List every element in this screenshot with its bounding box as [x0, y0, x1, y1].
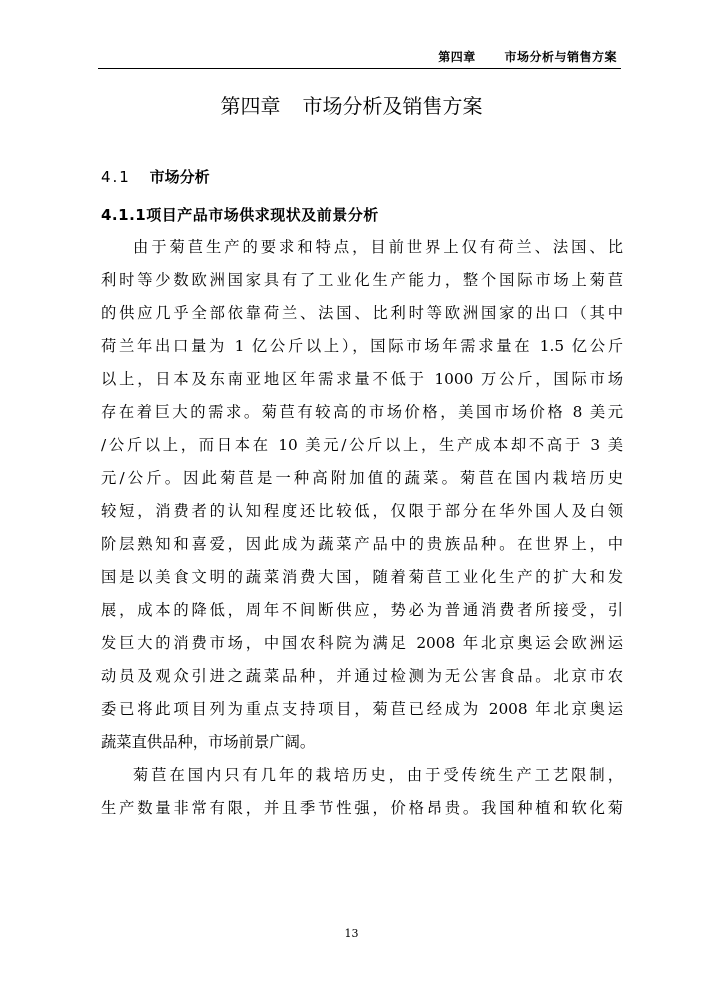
page-number: 13 — [344, 927, 359, 940]
running-header-chapter: 第四章 — [438, 50, 476, 64]
paragraph-1-line-15: 委已将此项目列为重点支持项目，菊苣已经成为 2008 年北京奥运 — [101, 700, 623, 718]
chapter-title-number: 第四章 — [220, 94, 281, 118]
paragraph-1-line-13: 发巨大的消费市场，中国农科院为满足 2008 年北京奥运会欧洲运 — [101, 634, 623, 652]
paragraph-1-line-1: 由于菊苣生产的要求和特点，目前世界上仅有荷兰、法国、比 — [133, 238, 623, 256]
paragraph-1-line-16: 蔬菜直供品种，市场前景广阔。 — [101, 733, 316, 751]
paragraph-2-line-2: 生产数量非常有限，并且季节性强，价格昂贵。我国种植和软化菊 — [101, 799, 623, 817]
paragraph-1-line-6: 存在着巨大的需求。菊苣有较高的市场价格，美国市场价格 8 美元 — [101, 403, 623, 421]
paragraph-2-line-1: 菊苣在国内只有几年的栽培历史，由于受传统生产工艺限制， — [133, 766, 623, 784]
running-header-title: 市场分析与销售方案 — [504, 50, 617, 64]
paragraph-1-line-4: 荷兰年出口量为 1 亿公斤以上），国际市场年需求量在 1.5 亿公斤 — [101, 337, 623, 355]
chapter-title-text: 市场分析及销售方案 — [302, 94, 483, 118]
subsection-heading: 4.1.1项目产品市场供求现状及前景分析 — [101, 206, 379, 224]
paragraph-1-line-5: 以上，日本及东南亚地区年需求量不低于 1000 万公斤，国际市场 — [101, 370, 623, 388]
section-heading — [101, 166, 210, 187]
paragraph-1-line-9: 较短，消费者的认知程度还比较低，仅限于部分在华外国人及白领 — [101, 502, 623, 520]
paragraph-1-line-7: /公斤以上，而日本在 10 美元/公斤以上，生产成本却不高于 3 美 — [101, 436, 623, 454]
paragraph-1-line-11: 国是以美食文明的蔬菜消费大国，随着菊苣工业化生产的扩大和发 — [101, 568, 623, 586]
paragraph-1-line-8: 元/公斤。因此菊苣是一种高附加值的蔬菜。菊苣在国内栽培历史 — [101, 469, 623, 487]
paragraph-1-line-10: 阶层熟知和喜爱，因此成为蔬菜产品中的贵族品种。在世界上，中 — [101, 535, 623, 553]
section-label: 市场分析 — [149, 168, 210, 186]
paragraph-1-line-14: 动员及观众引进之蔬菜品种，并通过检测为无公害食品。北京市农 — [101, 667, 623, 685]
header-rule — [98, 68, 621, 69]
running-header — [438, 48, 617, 65]
paragraph-1-line-3: 的供应几乎全部依靠荷兰、法国、比利时等欧洲国家的出口（其中 — [101, 304, 623, 322]
chapter-title — [0, 90, 703, 119]
paragraph-1-line-2: 利时等少数欧洲国家具有了工业化生产能力，整个国际市场上菊苣 — [101, 271, 623, 289]
paragraph-1-line-12: 展，成本的降低，周年不间断供应，势必为普通消费者所接受，引 — [101, 601, 623, 619]
section-number: 4.1 — [101, 168, 131, 186]
